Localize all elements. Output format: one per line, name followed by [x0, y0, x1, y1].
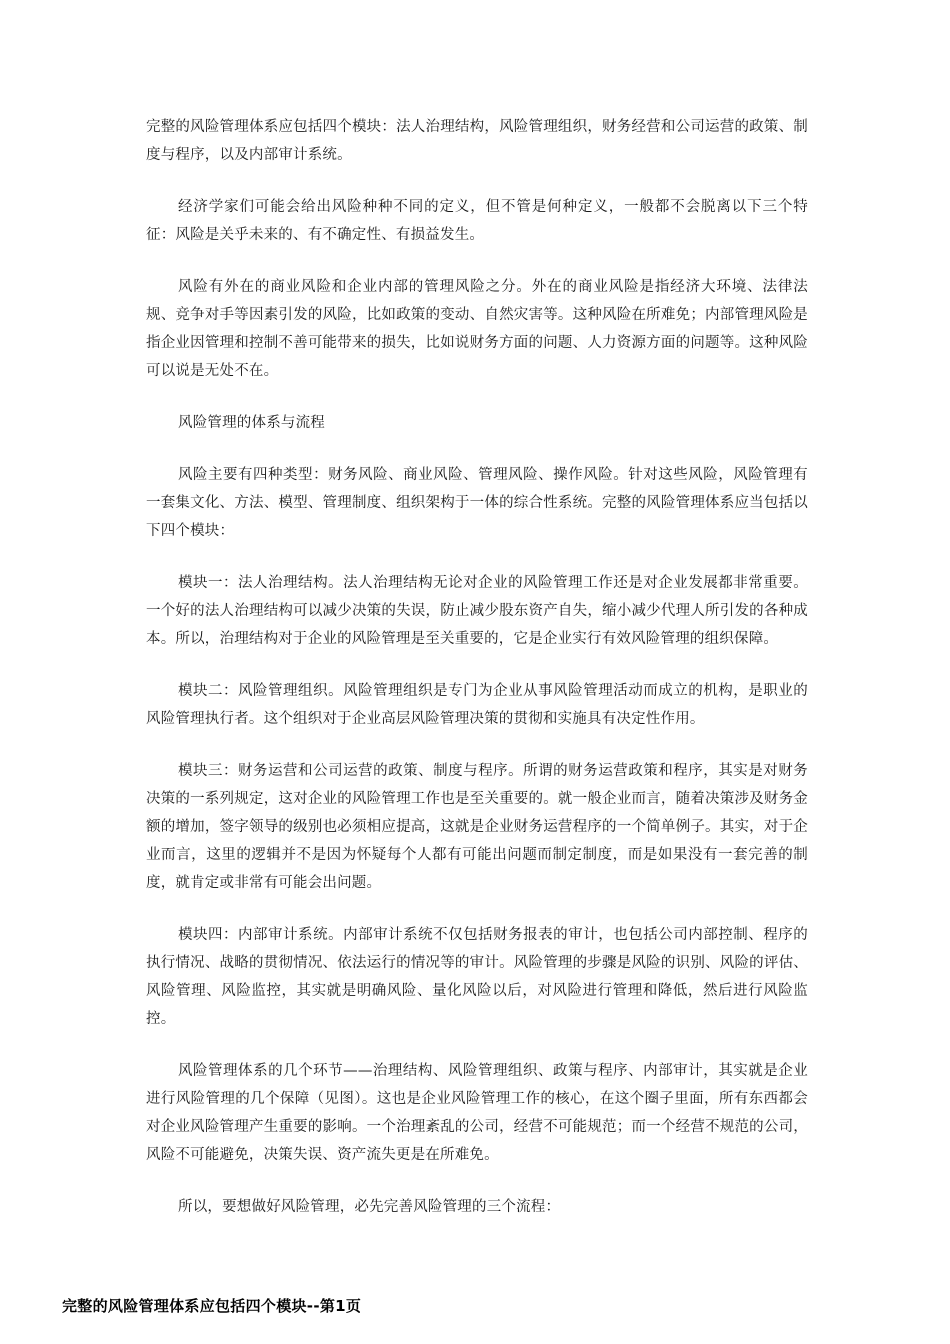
document-body — [146, 113, 808, 1245]
paragraph-2: 经济学家们可能会给出风险种种不同的定义，但不管是何种定义，一般都不会脱离以下三个特征：风险是关乎未来的、有不确定性、有损益发生。 — [146, 199, 808, 243]
paragraph-module-3: 模块三：财务运营和公司运营的政策、制度与程序。所谓的财务运营政策和程序，其实是对财务决策的一系列规定，这对企业的风险管理工作也是至关重要的。就一般企业而言，随着决策涉及财务金额的增加，签字领导的级别也必须相应提高，这就是企业财务运营程序的一个简单例子。其实，对于企业而言，这里的逻辑并不是因为怀疑每个人都有可能出问题而制定制度，而是如果没有一套完善的制度，就肯定或非常有可能会出问题。 — [146, 763, 808, 891]
paragraph-conclusion: 所以，要想做好风险管理，必先完善风险管理的三个流程： — [178, 1199, 561, 1215]
paragraph-3: 风险有外在的商业风险和企业内部的管理风险之分。外在的商业风险是指经济大环境、法律法规、竞争对手等因素引发的风险，比如政策的变动、自然灾害等。这种风险在所难免；内部管理风险是指企业因管理和控制不善可能带来的损失，比如说财务方面的问题、人力资源方面的问题等。这种风险可以说是无处不在。 — [146, 279, 808, 379]
paragraph-1: 完整的风险管理体系应包括四个模块：法人治理结构，风险管理组织，财务经营和公司运营的政策、制度与程序，以及内部审计系统。 — [146, 119, 808, 163]
paragraph-module-1: 模块一：法人治理结构。法人治理结构无论对企业的风险管理工作还是对企业发展都非常重要。一个好的法人治理结构可以减少决策的失误，防止减少股东资产自失，缩小减少代理人所引发的各种成本。所以，治理结构对于企业的风险管理是至关重要的，它是企业实行有效风险管理的组织保障。 — [146, 575, 808, 647]
section-heading: 风险管理的体系与流程 — [178, 415, 325, 431]
paragraph-system-links: 风险管理体系的几个环节——治理结构、风险管理组织、政策与程序、内部审计，其实就是企业进行风险管理的几个保障（见图）。这也是企业风险管理工作的核心，在这个圈子里面，所有东西都会对企业风险管理产生重要的影响。一个治理紊乱的公司，经营不可能规范；而一个经营不规范的公司，风险不可能避免，决策失误、资产流失更是在所难免。 — [146, 1063, 808, 1163]
paragraph-module-2: 模块二：风险管理组织。风险管理组织是专门为企业从事风险管理活动而成立的机构，是职业的风险管理执行者。这个组织对于企业高层风险管理决策的贯彻和实施具有决定性作用。 — [146, 683, 808, 727]
page-footer: 完整的风险管理体系应包括四个模块--第1页 — [62, 1297, 362, 1315]
paragraph-4: 风险主要有四种类型：财务风险、商业风险、管理风险、操作风险。针对这些风险，风险管理有一套集文化、方法、模型、管理制度、组织架构于一体的综合性系统。完整的风险管理体系应当包括以下四个模块： — [146, 467, 808, 539]
paragraph-module-4: 模块四：内部审计系统。内部审计系统不仅包括财务报表的审计，也包括公司内部控制、程序的执行情况、战略的贯彻情况、依法运行的情况等的审计。风险管理的步骤是风险的识别、风险的评估、风险管理、风险监控，其实就是明确风险、量化风险以后，对风险进行管理和降低，然后进行风险监控。 — [146, 927, 808, 1027]
